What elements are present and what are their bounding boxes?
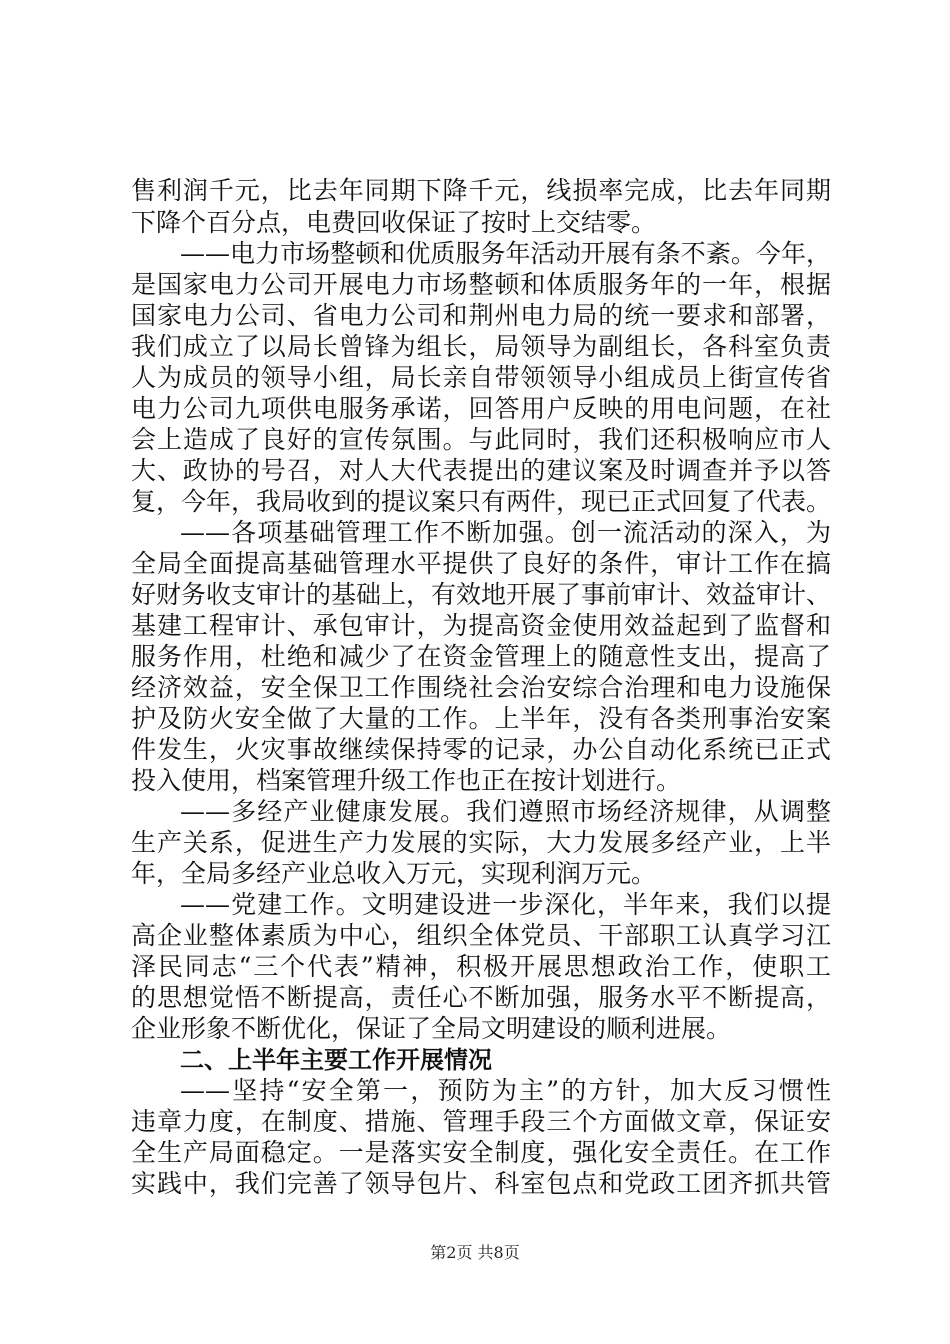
body-text-line: 违章力度，在制度、措施、管理手段三个方面做文章，保证安 — [131, 1107, 831, 1136]
body-text-line: 我们成立了以局长曾锋为组长，局领导为副组长，各科室负责 — [131, 332, 831, 361]
body-text-line: 投入使用，档案管理升级工作也正在按计划进行。 — [131, 766, 682, 795]
body-text-line: 下降个百分点，电费回收保证了按时上交结零。 — [131, 208, 657, 237]
body-text-line: 会上造成了良好的宣传氛围。与此同时，我们还积极响应市人 — [131, 425, 831, 454]
section-heading: 二、上半年主要工作开展情况 — [180, 1046, 492, 1074]
body-text-line: 全生产局面稳定。一是落实安全制度，强化安全责任。在工作 — [131, 1138, 831, 1167]
body-text-line: 生产关系，促进生产力发展的实际，大力发展多经产业，上半 — [131, 828, 831, 857]
body-text-line: 大、政协的号召，对人大代表提出的建议案及时调查并予以答 — [131, 456, 831, 485]
body-text-line: 是国家电力公司开展电力市场整顿和体质服务年的一年，根据 — [131, 270, 831, 299]
body-text-line: ——各项基础管理工作不断加强。创一流活动的深入，为 — [180, 518, 831, 547]
body-text-line: 全局全面提高基础管理水平提供了良好的条件，审计工作在搞 — [131, 549, 831, 578]
body-text-line: 护及防火安全做了大量的工作。上半年，没有各类刑事治安案 — [131, 704, 831, 733]
body-text-line: 电力公司九项供电服务承诺，回答用户反映的用电问题，在社 — [131, 394, 831, 423]
body-text-line: ——坚持“安全第一，预防为主”的方针，加大反习惯性 — [180, 1076, 831, 1105]
body-text-line: 件发生，火灾事故继续保持零的记录，办公自动化系统已正式 — [131, 735, 831, 764]
body-text-line: 复，今年，我局收到的提议案只有两件，现已正式回复了代表。 — [131, 487, 832, 516]
body-text-line: 人为成员的领导小组，局长亲自带领领导小组成员上街宣传省 — [131, 363, 831, 392]
page-number-footer: 第2页 共8页 — [430, 1243, 520, 1262]
body-text-line: 服务作用，杜绝和减少了在资金管理上的随意性支出，提高了 — [131, 642, 831, 671]
body-text-line: 企业形象不断优化，保证了全局文明建设的顺利进展。 — [131, 1014, 732, 1043]
body-text-line: ——多经产业健康发展。我们遵照市场经济规律，从调整 — [180, 797, 831, 826]
body-text-line: 经济效益，安全保卫工作围绕社会治安综合治理和电力设施保 — [131, 673, 831, 702]
body-text-line: 实践中，我们完善了领导包片、科室包点和党政工团齐抓共管 — [131, 1169, 831, 1198]
body-text-line: ——电力市场整顿和优质服务年活动开展有条不紊。今年， — [180, 239, 831, 268]
body-text-line: 高企业整体素质为中心，组织全体党员、干部职工认真学习江 — [131, 921, 831, 950]
body-text-line: 泽民同志“三个代表”精神，积极开展思想政治工作，使职工 — [131, 952, 831, 981]
body-text-line: 国家电力公司、省电力公司和荆州电力局的统一要求和部署， — [131, 301, 831, 330]
body-text-line: 好财务收支审计的基础上，有效地开展了事前审计、效益审计、 — [131, 580, 832, 609]
body-text-line: ——党建工作。文明建设进一步深化，半年来，我们以提 — [180, 890, 831, 919]
body-text-line: 的思想觉悟不断提高，责任心不断加强，服务水平不断提高， — [131, 983, 831, 1012]
body-text-line: 基建工程审计、承包审计，为提高资金使用效益起到了监督和 — [131, 611, 831, 640]
body-text-line: 年，全局多经产业总收入万元，实现利润万元。 — [131, 859, 657, 888]
body-text-line: 售利润千元，比去年同期下降千元，线损率完成，比去年同期 — [131, 176, 831, 205]
